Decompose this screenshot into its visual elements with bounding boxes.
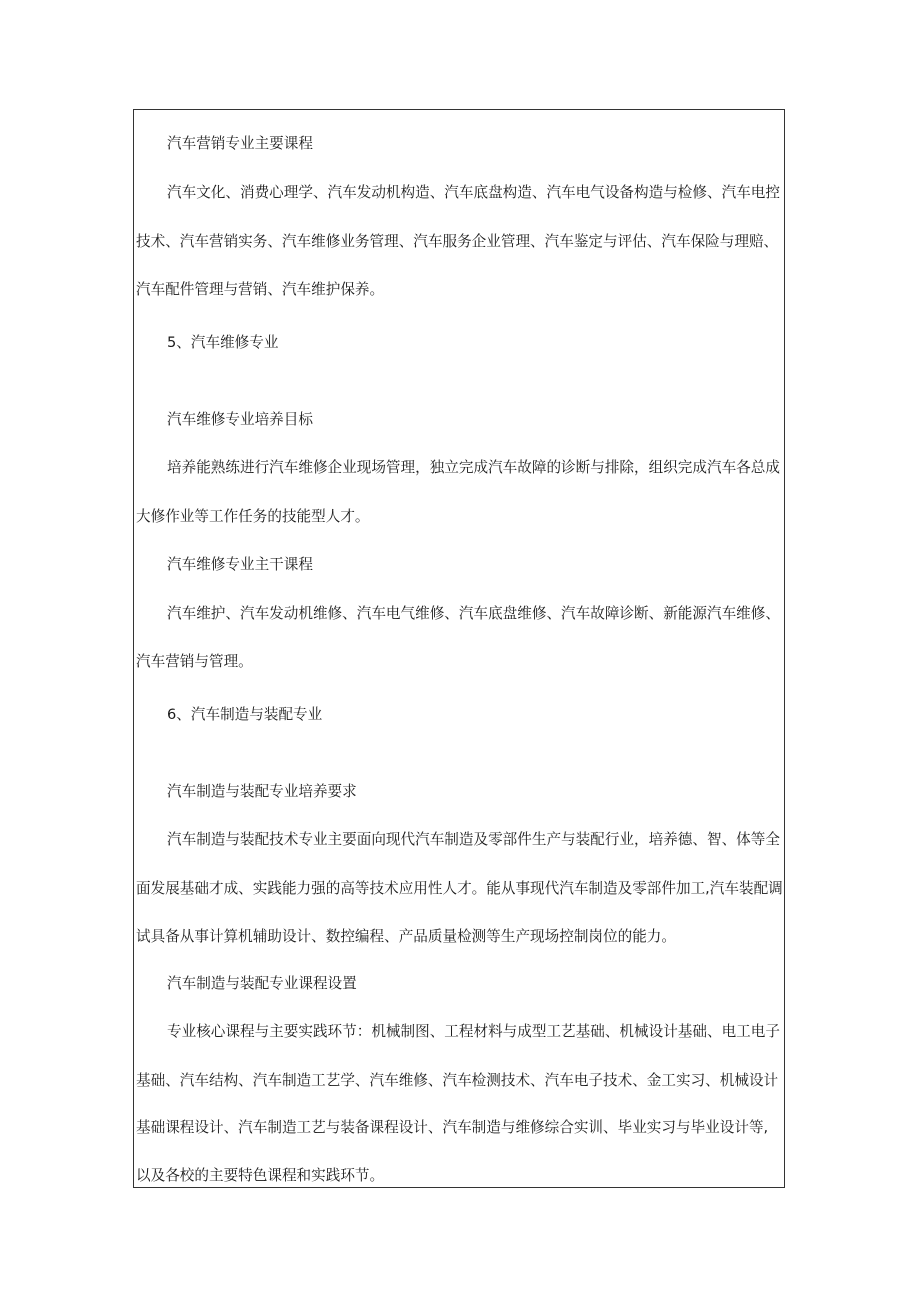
section-title-5: 5、汽车维修专业 [167,334,279,351]
paragraph-heading-manufacturing-courses: 汽车制造与装配专业课程设置 [167,975,357,992]
paragraph-line: 面发展基础才成、实践能力强的高等技术应用性人才。能从事现代汽车制造及零部件加工,汽车装配调 [136,880,783,897]
paragraph-line: 基础、汽车结构、汽车制造工艺学、汽车维修、汽车检测技术、汽车电子技术、金工实习、机械设计 [136,1072,779,1089]
paragraph-line: 试具备从事计算机辅助设计、数控编程、产品质量检测等生产现场控制岗位的能力。 [136,928,676,945]
paragraph-line: 技术、汽车营销实务、汽车维修业务管理、汽车服务企业管理、汽车鉴定与评估、汽车保险与理赔、 [136,233,779,250]
section-title-6: 6、汽车制造与装配专业 [167,706,323,723]
paragraph-heading-marketing-courses: 汽车营销专业主要课程 [167,135,313,152]
paragraph-line: 专业核心课程与主要实践环节：机械制图、工程材料与成型工艺基础、机械设计基础、电工电子 [167,1023,780,1040]
paragraph-line: 汽车制造与装配技术专业主要面向现代汽车制造及零部件生产与装配行业，培养德、智、体等全 [167,831,780,848]
paragraph-line: 汽车维护、汽车发动机维修、汽车电气维修、汽车底盘维修、汽车故障诊断、新能源汽车维修、 [167,605,780,622]
paragraph-line: 汽车营销与管理。 [136,653,253,670]
paragraph-heading-repair-goal: 汽车维修专业培养目标 [167,411,313,428]
paragraph-heading-manufacturing-requirements: 汽车制造与装配专业培养要求 [167,783,357,800]
paragraph-line: 以及各校的主要特色课程和实践环节。 [136,1167,385,1184]
paragraph-line: 基础课程设计、汽车制造工艺与装备课程设计、汽车制造与维修综合实训、毕业实习与毕业设计等, [136,1119,769,1136]
paragraph-line: 汽车配件管理与营销、汽车维护保养。 [136,281,385,298]
paragraph-heading-repair-courses: 汽车维修专业主干课程 [167,556,313,573]
paragraph-line: 大修作业等工作任务的技能型人才。 [136,508,370,525]
paragraph-line: 汽车文化、消费心理学、汽车发动机构造、汽车底盘构造、汽车电气设备构造与检修、汽车电控 [167,184,780,201]
paragraph-line: 培养能熟练进行汽车维修企业现场管理，独立完成汽车故障的诊断与排除，组织完成汽车各总成 [167,459,780,476]
